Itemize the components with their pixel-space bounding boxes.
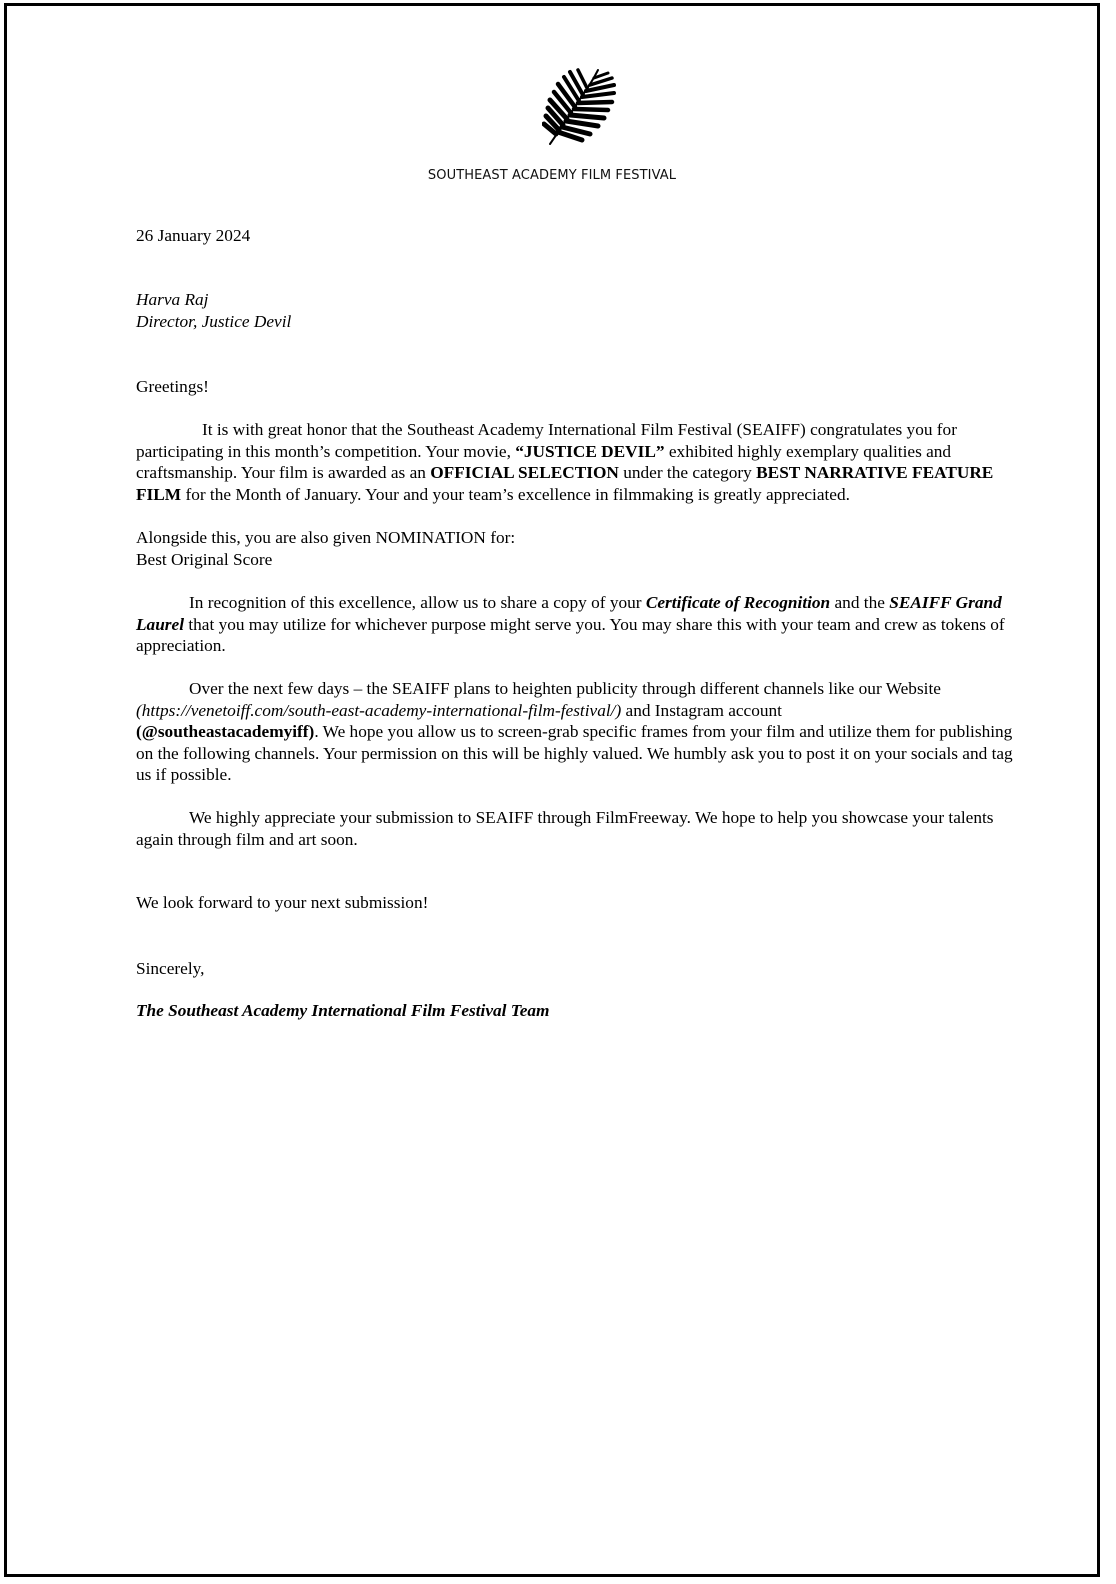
website-link[interactable]: (https://venetoiff.com/south-east-academy-international-film-festival/) bbox=[136, 700, 622, 720]
certificate-name: Certificate of Recognition bbox=[645, 593, 831, 612]
nomination-block bbox=[136, 527, 1026, 570]
p1-text-b: exhibited highly exemplary qualities and craftsmanship. Your film is awarded as an bbox=[136, 441, 952, 482]
closing-line: We look forward to your next submission! bbox=[136, 893, 429, 912]
film-title: “JUSTICE DEVIL” bbox=[515, 441, 665, 461]
paragraph-publicity bbox=[136, 678, 1026, 786]
paragraph-appreciation bbox=[136, 807, 1026, 850]
nomination-category: Best Original Score bbox=[136, 549, 273, 569]
recipient-name: Harva Raj bbox=[136, 290, 209, 309]
p3-text-c: that you may utilize for whichever purpose might serve you. You may share this with your team and crew as tokens of appreciation. bbox=[136, 614, 1005, 655]
paragraph-congratulations bbox=[136, 419, 1026, 505]
letter-page bbox=[4, 3, 1100, 1577]
p4-text-a: Over the next few days – the SEAIFF plans to heighten publicity through different channels like our Website bbox=[189, 679, 941, 698]
p3-text-b: and the bbox=[830, 593, 890, 612]
laurel-name: SEAIFF Grand Laurel bbox=[136, 593, 1002, 634]
p4-text-b: and Instagram account bbox=[621, 700, 782, 720]
p3-text-a: In recognition of this excellence, allow us to share a copy of your bbox=[189, 593, 646, 612]
recipient-title: Director, Justice Devil bbox=[136, 311, 292, 331]
organization-name: SOUTHEAST ACADEMY FILM FESTIVAL bbox=[427, 168, 677, 183]
p4-text-c: . We hope you allow us to screen-grab specific frames from your film and utilize them for publishing on the following channels. Your permission on this will be highly valued. We humbly ask you to post it on your socials and tag us if possible. bbox=[136, 722, 1013, 784]
award-category: BEST NARRATIVE FEATURE FILM bbox=[136, 463, 994, 504]
sign-off: Sincerely, bbox=[136, 959, 205, 978]
greeting: Greetings! bbox=[136, 377, 209, 396]
palm-leaf-icon bbox=[542, 66, 622, 146]
p1-text-a: It is with great honor that the Southeast Academy International Film Festival (SEAIFF) congratulates you for participating in this month’s competition. Your movie, bbox=[136, 420, 957, 461]
award-name: OFFICIAL SELECTION bbox=[430, 463, 619, 482]
p1-text-d: for the Month of January. Your and your team’s excellence in filmmaking is greatly appreciated. bbox=[181, 484, 850, 504]
signature: The Southeast Academy International Film Festival Team bbox=[136, 1001, 550, 1020]
instagram-handle: (@southeastacademyiff) bbox=[136, 722, 315, 741]
letter-date: 26 January 2024 bbox=[136, 226, 251, 245]
p1-text-c: under the category bbox=[618, 463, 757, 482]
nomination-intro: Alongside this, you are also given NOMINATION for: bbox=[136, 528, 516, 547]
paragraph-recognition bbox=[136, 592, 1026, 657]
p5-text: We highly appreciate your submission to SEAIFF through FilmFreeway. We hope to help you showcase your talents again through film and art soon. bbox=[136, 808, 994, 849]
recipient-block bbox=[136, 289, 1026, 332]
